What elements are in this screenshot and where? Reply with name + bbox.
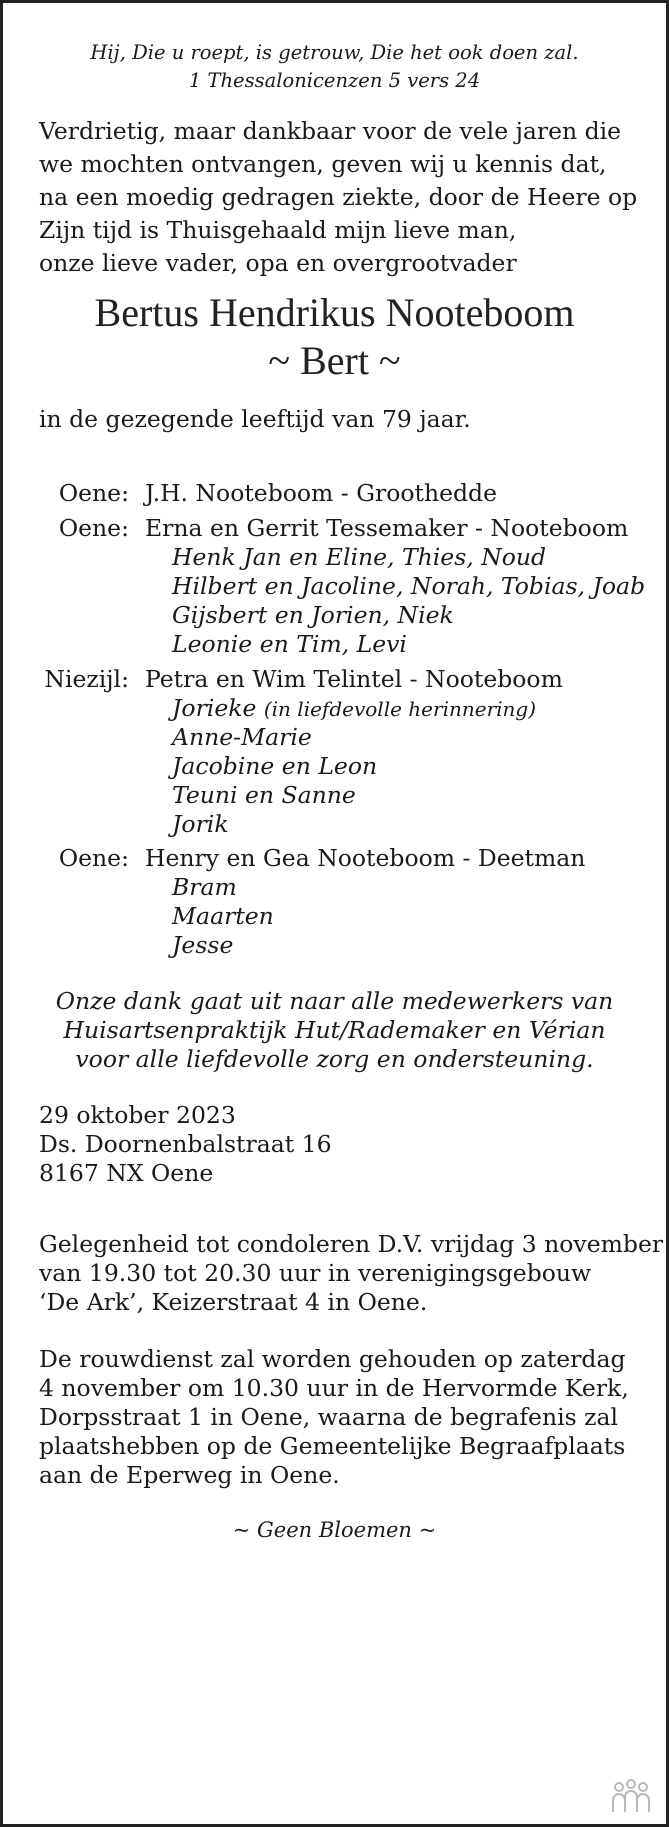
family-head: Petra en Wim Telintel - Nooteboom bbox=[145, 665, 563, 693]
service-line: De rouwdienst zal worden gehouden op zaterdag bbox=[39, 1345, 626, 1373]
family-member: Jesse bbox=[172, 931, 234, 959]
family-member: Leonie en Tim, Levi bbox=[172, 630, 407, 658]
intro-line: onze lieve vader, opa en overgrootvader bbox=[39, 249, 517, 277]
family-member: Jacobine en Leon bbox=[172, 752, 378, 780]
family-place: Oene: bbox=[58, 514, 129, 542]
closing-note: ~ Geen Bloemen ~ bbox=[232, 1518, 437, 1542]
intro-line: Verdrietig, maar dankbaar voor de vele jaren die bbox=[39, 117, 622, 145]
date-line: 29 oktober 2023 bbox=[39, 1101, 236, 1129]
thanks-line: Onze dank gaat uit naar alle medewerkers van bbox=[55, 987, 614, 1015]
thanks-line: voor alle liefdevolle zorg en ondersteuning. bbox=[75, 1045, 594, 1073]
memorial-note: (in liefdevolle herinnering) bbox=[263, 697, 537, 721]
intro-line: we mochten ontvangen, geven wij u kennis dat, bbox=[39, 150, 607, 178]
service-line: plaatshebben op de Gemeentelijke Begraafplaats bbox=[39, 1432, 626, 1460]
condolence-line: Gelegenheid tot condoleren D.V. vrijdag 3 november bbox=[39, 1230, 664, 1258]
age-line: in de gezegende leeftijd van 79 jaar. bbox=[39, 405, 471, 433]
family-member-name: Jorieke bbox=[172, 694, 257, 722]
family-member: Teuni en Sanne bbox=[172, 781, 356, 809]
family-member: Bram bbox=[172, 873, 237, 901]
family-head: J.H. Nooteboom - Groothedde bbox=[145, 479, 497, 507]
intro-line: na een moedig gedragen ziekte, door de Heere op bbox=[39, 183, 638, 211]
family-place: Oene: bbox=[58, 479, 129, 507]
family-head: Erna en Gerrit Tessemaker - Nooteboom bbox=[145, 514, 629, 542]
service-line: Dorpsstraat 1 in Oene, waarna de begrafenis zal bbox=[39, 1403, 619, 1431]
verse-reference: 1 Thessalonicenzen 5 vers 24 bbox=[188, 69, 481, 92]
family-member: Anne-Marie bbox=[172, 723, 312, 751]
family-head: Henry en Gea Nooteboom - Deetman bbox=[145, 844, 586, 872]
street-line: Ds. Doornenbalstraat 16 bbox=[39, 1130, 332, 1158]
service-line: 4 november om 10.30 uur in de Hervormde Kerk, bbox=[39, 1374, 629, 1402]
family-place: Oene: bbox=[58, 844, 129, 872]
family-member: Henk Jan en Eline, Thies, Noud bbox=[172, 543, 547, 571]
family-place: Niezijl: bbox=[44, 665, 129, 693]
family-member: Hilbert en Jacoline, Norah, Tobias, Joab bbox=[172, 572, 646, 600]
deceased-name: Bertus Hendrikus Nooteboom bbox=[94, 290, 575, 335]
family-member: Gijsbert en Jorien, Niek bbox=[172, 601, 454, 629]
condolence-line: ‘De Ark’, Keizerstraat 4 in Oene. bbox=[39, 1288, 428, 1316]
family-member: Jorik bbox=[172, 810, 229, 838]
postal-line: 8167 NX Oene bbox=[39, 1159, 214, 1187]
service-line: aan de Eperweg in Oene. bbox=[39, 1461, 340, 1489]
thanks-line: Huisartsenpraktijk Hut/Rademaker en Vérian bbox=[63, 1016, 606, 1044]
people-group-icon bbox=[610, 1778, 652, 1814]
deceased-nickname: ~ Bert ~ bbox=[268, 338, 401, 383]
intro-line: Zijn tijd is Thuisgehaald mijn lieve man, bbox=[39, 216, 517, 244]
family-member: Maarten bbox=[172, 902, 274, 930]
condolence-line: van 19.30 tot 20.30 uur in verenigingsgebouw bbox=[39, 1259, 592, 1287]
verse-text: Hij, Die u roept, is getrouw, Die het ook doen zal. bbox=[90, 41, 579, 64]
